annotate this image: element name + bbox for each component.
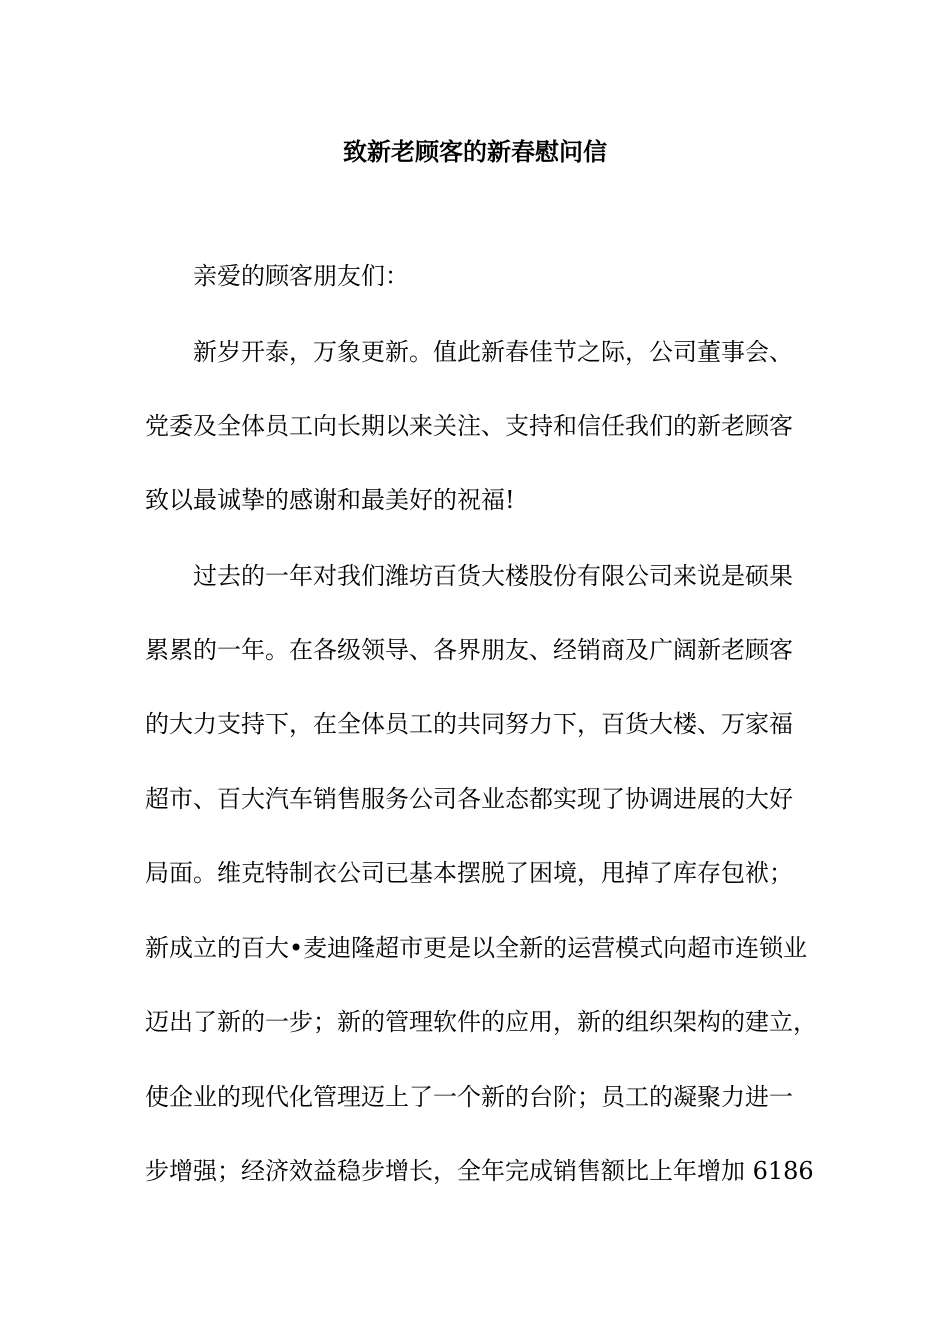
paragraph-line: 累累的一年。在各级领导、各界朋友、经销商及广阔新老顾客 bbox=[145, 636, 793, 664]
paragraph-line: 新岁开泰，万象更新。值此新春佳节之际，公司董事会、 bbox=[193, 338, 793, 366]
document-title: 致新老顾客的新春慰问信 bbox=[343, 137, 607, 166]
paragraph-line: 局面。维克特制衣公司已基本摆脱了困境，甩掉了库存包袱； bbox=[145, 859, 793, 887]
paragraph-line: 新成立的百大•麦迪隆超市更是以全新的运营模式向超市连锁业 bbox=[145, 934, 808, 962]
paragraph-line: 步增强；经济效益稳步增长，全年完成销售额比上年增加 6186 bbox=[145, 1157, 814, 1185]
paragraph-line: 致以最诚挚的感谢和最美好的祝福! bbox=[145, 486, 515, 514]
paragraph-line: 迈出了新的一步；新的管理软件的应用，新的组织架构的建立， bbox=[145, 1008, 817, 1036]
paragraph-line: 党委及全体员工向长期以来关注、支持和信任我们的新老顾客 bbox=[145, 412, 793, 440]
paragraph-line: 的大力支持下，在全体员工的共同努力下，百货大楼、万家福 bbox=[145, 710, 793, 738]
paragraph-line: 使企业的现代化管理迈上了一个新的台阶；员工的凝聚力进一 bbox=[145, 1083, 793, 1111]
salutation: 亲爱的顾客朋友们： bbox=[193, 262, 409, 290]
paragraph-line: 过去的一年对我们潍坊百货大楼股份有限公司来说是硕果 bbox=[193, 562, 793, 590]
paragraph-line: 超市、百大汽车销售服务公司各业态都实现了协调进展的大好 bbox=[145, 785, 793, 813]
